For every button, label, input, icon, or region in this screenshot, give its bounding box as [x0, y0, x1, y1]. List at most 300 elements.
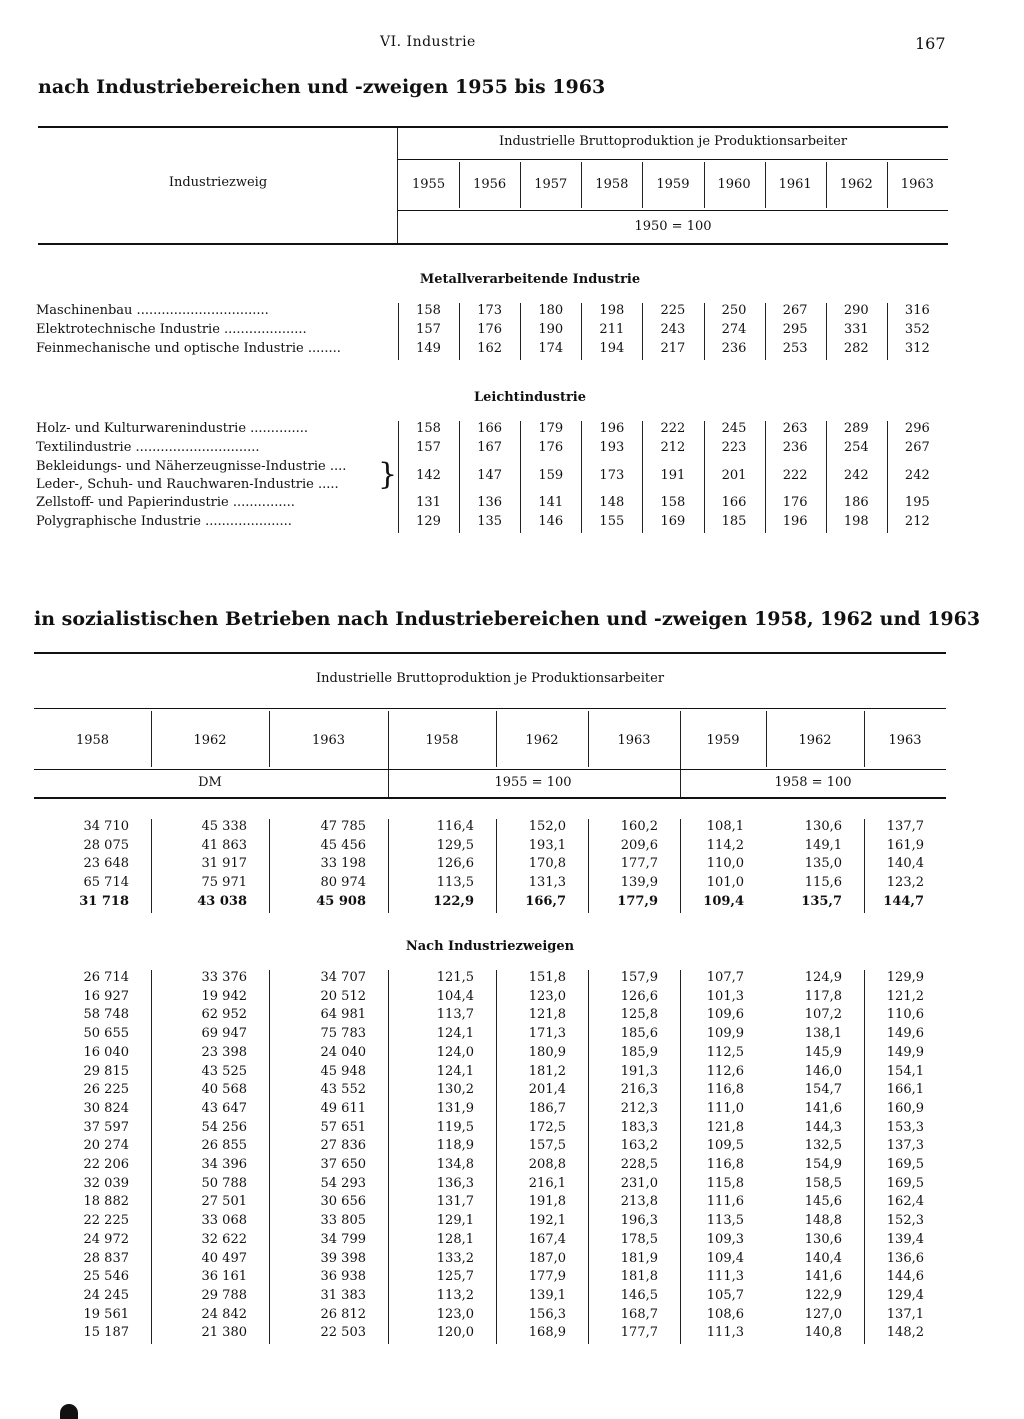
table2-cell: 123,0: [436, 1306, 474, 1322]
table1-col-divider: [459, 303, 460, 322]
table1-subrule: [398, 159, 948, 160]
table2-cell: 152,3: [886, 1213, 924, 1229]
table1-cell: 201: [721, 468, 747, 483]
table1-cell: 176: [782, 495, 808, 510]
table2-cell: 62 952: [201, 1007, 247, 1023]
table2-cell: 107,7: [706, 970, 744, 985]
table1-row-label: Elektrotechnische Industrie ....................: [36, 322, 307, 337]
table1-year-header: 1961: [778, 177, 812, 192]
table1-cell: 352: [904, 322, 930, 337]
table1-col-divider: [765, 459, 766, 495]
table2-cell: 154,9: [804, 1157, 842, 1172]
table1-col-divider: [520, 440, 521, 459]
table1-col-divider: [459, 421, 460, 440]
table2-cell: 109,6: [706, 1007, 744, 1023]
table1-col-divider: [887, 440, 888, 459]
table2-cell: 213,8: [620, 1194, 658, 1210]
table2-cell: 80 974: [320, 875, 366, 891]
table2-cell: 105,7: [706, 1287, 744, 1303]
corner-blot: [60, 1404, 78, 1419]
table1-cell: 158: [416, 303, 441, 318]
table2-cell: 145,6: [804, 1194, 842, 1210]
table2-cell: 22 503: [320, 1325, 366, 1341]
table1-col-divider: [581, 459, 582, 495]
table2-cell: 177,7: [620, 1325, 658, 1341]
table1-col-divider: [704, 421, 705, 440]
table2-cell: 121,5: [436, 970, 474, 985]
table1-year-header: 1957: [534, 177, 568, 192]
table1-col-divider: [826, 322, 827, 341]
table1-cell: 173: [599, 468, 625, 483]
table1-col-divider: [642, 495, 643, 514]
table1-top-rule: [38, 126, 948, 128]
table2-cell: 37 597: [83, 1119, 129, 1135]
table2-cell: 138,1: [804, 1026, 842, 1042]
table2-cell: 131,9: [436, 1100, 474, 1116]
table2-cell: 119,5: [436, 1119, 474, 1135]
table2-cell: 110,6: [886, 1007, 924, 1023]
table2-cell: 228,5: [620, 1157, 658, 1172]
table2-cell: 21 380: [201, 1325, 247, 1341]
table2-year-header: 1959: [706, 733, 740, 748]
table2-cell: 121,2: [886, 988, 924, 1004]
table1-cell: 282: [843, 341, 869, 356]
table1-col-divider: [704, 514, 705, 533]
table2-cell: 45 948: [320, 1063, 366, 1079]
table2-cell: 41 863: [201, 837, 247, 853]
table1-col-divider: [642, 514, 643, 533]
table2-year-header: 1958: [425, 733, 459, 748]
table2-header-rule: [34, 797, 946, 799]
table2-cell: 160,9: [886, 1100, 924, 1116]
table2-cell: 124,0: [436, 1044, 474, 1060]
table2-cell: 171,3: [528, 1026, 566, 1042]
table2-cell: 111,6: [706, 1194, 744, 1210]
table1-col-divider: [765, 514, 766, 533]
table1-cell: 148: [599, 495, 625, 510]
table2-cell: 75 783: [320, 1026, 366, 1042]
table2-cell: 20 512: [320, 988, 366, 1004]
table2-cell: 187,0: [528, 1250, 566, 1266]
table2-cell: 69 947: [201, 1026, 247, 1042]
table2-group-header: Industrielle Bruttoproduktion je Produktionsarbeiter: [315, 671, 665, 686]
table1-cell: 316: [904, 303, 930, 318]
table1-col-divider: [581, 303, 582, 322]
table1-year-header: 1959: [656, 177, 690, 192]
table1-cell: 196: [599, 421, 625, 436]
table2-cell: 129,1: [436, 1213, 474, 1229]
table1-col-divider: [398, 341, 399, 360]
table1-cell: 135: [477, 514, 503, 529]
table1-col-divider: [520, 322, 521, 341]
table1-col-divider: [581, 440, 582, 459]
table1-cell: 131: [416, 495, 441, 510]
table2-cell: 149,6: [886, 1026, 924, 1042]
table1-cell: 142: [416, 468, 441, 483]
table1-col-divider: [704, 459, 705, 495]
table1-col-divider: [704, 303, 705, 322]
table2-cell: 32 039: [83, 1175, 129, 1191]
table1-col-divider: [887, 322, 888, 341]
table2-cell: 192,1: [528, 1213, 566, 1229]
table2-col-divider: [496, 819, 497, 913]
table1-col-divider: [581, 421, 582, 440]
table2-cell: 43 525: [201, 1063, 247, 1079]
table2-cell: 127,0: [804, 1306, 842, 1322]
table2-cell: 22 206: [83, 1157, 129, 1172]
table1-cell: 222: [782, 468, 808, 483]
table1-col-divider: [642, 322, 643, 341]
table2-cell: 141,6: [804, 1100, 842, 1116]
table1-section-title: Leichtindustrie: [473, 390, 587, 405]
table1-cell: 331: [843, 322, 869, 337]
table2-cell: 123,2: [886, 875, 924, 891]
table1-col-divider: [765, 303, 766, 322]
table1-col-divider: [520, 421, 521, 440]
table2-cell: 139,4: [886, 1231, 924, 1247]
table2-cell: 104,4: [436, 988, 474, 1004]
table2-col-divider: [680, 819, 681, 913]
table2-cell: 34 396: [201, 1157, 247, 1172]
table1-subrule-2: [398, 210, 948, 211]
table1-cell: 136: [477, 495, 503, 510]
table1-cell: 141: [538, 495, 564, 510]
table1-col-divider: [826, 495, 827, 514]
table2-cell: 130,6: [804, 1231, 842, 1247]
table2-cell: 135,7: [801, 893, 842, 909]
table1-col-divider: [704, 341, 705, 360]
table1-col-divider: [765, 341, 766, 360]
table2-cell: 26 714: [83, 970, 129, 985]
table1-cell: 289: [843, 421, 869, 436]
table1-cell: 274: [721, 322, 747, 337]
table2-cell: 111,0: [706, 1100, 744, 1116]
table2-cell: 20 274: [83, 1138, 129, 1154]
table2-cell: 57 651: [320, 1119, 366, 1135]
table2-col-divider: [588, 970, 589, 1344]
table1-col-divider: [642, 303, 643, 322]
table2-cell: 181,2: [528, 1063, 566, 1079]
table2-cell: 27 501: [201, 1194, 247, 1210]
table2-cell: 130,6: [804, 819, 842, 834]
table1-col-divider: [398, 440, 399, 459]
table1-cell: 243: [660, 322, 686, 337]
table1-cell: 159: [538, 468, 564, 483]
table2-cell: 144,6: [886, 1269, 924, 1285]
table2-cell: 122,9: [804, 1287, 842, 1303]
table1-cell: 267: [782, 303, 808, 318]
table1-col-divider: [704, 162, 705, 208]
table1-cell: 212: [660, 440, 686, 455]
table2-cell: 131,7: [436, 1194, 474, 1210]
table2-cell: 124,1: [436, 1063, 474, 1079]
table2-cell: 163,2: [620, 1138, 658, 1154]
table1-col-divider: [826, 459, 827, 495]
table2-col-divider: [588, 711, 589, 767]
table2-cell: 154,1: [886, 1063, 924, 1079]
table2-cell: 54 293: [320, 1175, 366, 1191]
table2-cell: 153,3: [886, 1119, 924, 1135]
table2-col-divider: [388, 819, 389, 913]
table2-cell: 172,5: [528, 1119, 566, 1135]
table1-year-header: 1963: [900, 177, 934, 192]
table2-cell: 157,5: [528, 1138, 566, 1154]
table2-cell: 144,7: [883, 893, 924, 909]
table2-cell: 136,6: [886, 1250, 924, 1266]
table2-cell: 45 456: [320, 837, 366, 853]
table2-cell: 154,7: [804, 1082, 842, 1098]
table1-col-divider: [459, 322, 460, 341]
table2-cell: 54 256: [201, 1119, 247, 1135]
table2-cell: 33 068: [201, 1213, 247, 1229]
table2-cell: 169,5: [886, 1157, 924, 1172]
table2-cell: 160,2: [620, 819, 658, 834]
table1-col-divider: [642, 421, 643, 440]
table2-cell: 118,9: [436, 1138, 474, 1154]
table1-cell: 250: [721, 303, 747, 318]
table2-cell: 162,4: [886, 1194, 924, 1210]
table2-cell: 109,4: [703, 893, 744, 909]
table2-cell: 129,5: [436, 837, 474, 853]
table2-cell: 137,1: [886, 1306, 924, 1322]
table2-cell: 24 245: [83, 1287, 129, 1303]
table1-col-divider: [398, 421, 399, 440]
table1-cell: 253: [782, 341, 808, 356]
table2-base-1958: 1958 = 100: [774, 775, 852, 790]
table2-cell: 18 882: [83, 1194, 129, 1210]
table2-cell: 16 927: [83, 988, 129, 1004]
table1-row-label: Leder-, Schuh- und Rauchwaren-Industrie .....: [36, 477, 339, 492]
table2-base-1955: 1955 = 100: [494, 775, 572, 790]
table2-cell: 75 971: [201, 875, 247, 891]
table1-col-divider: [581, 341, 582, 360]
table2-cell: 149,1: [804, 837, 842, 853]
table1-cell: 195: [904, 495, 930, 510]
table2-cell: 33 805: [320, 1213, 366, 1229]
table2-cell: 133,2: [436, 1250, 474, 1266]
table1-col-divider: [642, 341, 643, 360]
table1-col-divider: [581, 322, 582, 341]
table2-cell: 117,8: [804, 988, 842, 1004]
table2-cell: 180,9: [528, 1044, 566, 1060]
table2-col-divider: [680, 970, 681, 1344]
table2-cell: 36 161: [201, 1269, 247, 1285]
table2-cell: 107,2: [804, 1007, 842, 1023]
table1-col-divider: [765, 162, 766, 208]
table2-cell: 27 836: [320, 1138, 366, 1154]
table2-cell: 39 398: [320, 1250, 366, 1266]
table1-cell: 146: [538, 514, 564, 529]
table1-row-label: Textilindustrie ..............................: [36, 440, 260, 455]
table2-cell: 121,8: [706, 1119, 744, 1135]
table2-cell: 109,9: [706, 1026, 744, 1042]
table2-cell: 29 815: [83, 1063, 129, 1079]
table1-cell: 179: [538, 421, 564, 436]
table2-cell: 23 648: [83, 856, 129, 872]
table1-cell: 147: [477, 468, 503, 483]
table1-row-label: Holz- und Kulturwarenindustrie ..............: [36, 421, 308, 436]
table1-cell: 176: [538, 440, 564, 455]
table2-cell: 157,9: [620, 970, 658, 985]
table2-cell: 201,4: [528, 1082, 566, 1098]
table1-col-divider: [459, 459, 460, 495]
table1-row-label: Zellstoff- und Papierindustrie ...............: [36, 495, 295, 510]
table1-cell: 157: [416, 440, 441, 455]
table2-col-divider: [151, 711, 152, 767]
table1-col-divider: [642, 440, 643, 459]
table1-col-divider: [398, 459, 399, 495]
table2-cell: 124,9: [804, 970, 842, 985]
table2-cell: 140,4: [804, 1250, 842, 1266]
table2-cell: 168,7: [620, 1306, 658, 1322]
table1-col-divider: [826, 341, 827, 360]
table1-col-divider: [459, 514, 460, 533]
table1-cell: 174: [538, 341, 564, 356]
table1-col-divider: [887, 421, 888, 440]
table1-cell: 198: [599, 303, 625, 318]
table2-cell: 30 656: [320, 1194, 366, 1210]
table2-col-divider: [388, 970, 389, 1344]
table1-col-divider: [398, 322, 399, 341]
table2-title: in sozialistischen Betrieben nach Industriebereichen und -zweigen 1958, 1962 und 1963: [34, 608, 981, 630]
table2-cell: 31 383: [320, 1287, 366, 1303]
table1-cell: 194: [599, 341, 625, 356]
table1-col-divider: [887, 162, 888, 208]
table1-cell: 166: [721, 495, 747, 510]
table1-cell: 185: [721, 514, 747, 529]
table2-cell: 40 497: [201, 1250, 247, 1266]
table1-col-divider: [704, 495, 705, 514]
table2-cell: 50 788: [201, 1175, 247, 1191]
table2-cell: 108,6: [706, 1306, 744, 1322]
table1-cell: 296: [904, 421, 930, 436]
table2-cell: 131,3: [528, 875, 566, 891]
table2-cell: 33 376: [201, 970, 247, 985]
table1-col-divider: [887, 341, 888, 360]
table2-cell: 37 650: [320, 1157, 366, 1172]
table2-cell: 140,4: [886, 856, 924, 872]
table2-cell: 185,6: [620, 1026, 658, 1042]
table2-cell: 135,0: [804, 856, 842, 872]
table2-cell: 166,7: [525, 893, 566, 909]
table1-year-header: 1956: [473, 177, 507, 192]
table1-cell: 242: [904, 468, 930, 483]
table1-cell: 129: [416, 514, 441, 529]
table1-col-divider: [887, 495, 888, 514]
table2-cell: 191,3: [620, 1063, 658, 1079]
table2-col-divider: [269, 819, 270, 913]
table2-cell: 43 647: [201, 1100, 247, 1116]
table2-cell: 124,1: [436, 1026, 474, 1042]
table2-cell: 24 842: [201, 1306, 247, 1322]
table1-cell: 166: [477, 421, 503, 436]
table2-cell: 177,9: [617, 893, 658, 909]
table2-cell: 31 917: [201, 856, 247, 872]
table2-cell: 116,8: [706, 1082, 744, 1098]
table2-cell: 33 198: [320, 856, 366, 872]
table1-title: nach Industriebereichen und -zweigen 1955 bis 1963: [38, 76, 606, 98]
table1-col-divider: [826, 514, 827, 533]
table2-cell: 24 040: [320, 1044, 366, 1060]
table1-col-divider: [459, 341, 460, 360]
table1-cell: 295: [782, 322, 808, 337]
table2-cell: 111,3: [706, 1269, 744, 1285]
table2-cell: 139,1: [528, 1287, 566, 1303]
table2-cell: 161,9: [886, 837, 924, 853]
table1-cell: 149: [416, 341, 441, 356]
table2-cell: 101,3: [706, 988, 744, 1004]
table1-col-divider: [459, 495, 460, 514]
table2-cell: 136,3: [436, 1175, 474, 1191]
table2-cell: 26 855: [201, 1138, 247, 1154]
table1-cell: 217: [660, 341, 686, 356]
table2-cell: 114,2: [706, 837, 744, 853]
table1-cell: 236: [782, 440, 808, 455]
table1-col-divider: [887, 303, 888, 322]
table2-cell: 177,9: [528, 1269, 566, 1285]
table2-cell: 58 748: [83, 1007, 129, 1023]
table2-cell: 111,3: [706, 1325, 744, 1341]
table2-cell: 28 075: [83, 837, 129, 853]
table1-cell: 254: [843, 440, 869, 455]
table2-year-header: 1962: [193, 733, 227, 748]
table1-col-divider: [581, 162, 582, 208]
table1-section-title: Metallverarbeitende Industrie: [419, 272, 641, 287]
table2-cell: 125,7: [436, 1269, 474, 1285]
table2-cell: 126,6: [620, 988, 658, 1004]
table2-cell: 178,5: [620, 1231, 658, 1247]
table2-cell: 125,8: [620, 1007, 658, 1023]
table1-cell: 176: [477, 322, 503, 337]
table2-cell: 26 812: [320, 1306, 366, 1322]
table1-cell: 162: [477, 341, 503, 356]
table1-col-divider: [765, 440, 766, 459]
page-number: 167: [915, 34, 946, 53]
table2-cell: 115,6: [804, 875, 842, 891]
table1-col-divider: [887, 514, 888, 533]
table2-col-divider: [496, 711, 497, 767]
table2-cell: 191,8: [528, 1194, 566, 1210]
table2-cell: 64 981: [320, 1007, 366, 1023]
table2-cell: 29 788: [201, 1287, 247, 1303]
table1-cell: 169: [660, 514, 686, 529]
table2-top-rule: [34, 652, 946, 654]
table2-cell: 231,0: [620, 1175, 658, 1191]
table2-cell: 34 710: [83, 819, 129, 834]
table2-cell: 141,6: [804, 1269, 842, 1285]
table1-col-divider: [826, 303, 827, 322]
table2-cell: 183,3: [620, 1119, 658, 1135]
table1-row-label: Bekleidungs- und Näherzeugnisse-Industrie ....: [36, 459, 347, 474]
table2-cell: 26 225: [83, 1082, 129, 1098]
table2-cell: 208,8: [528, 1157, 566, 1172]
table2-cell: 145,9: [804, 1044, 842, 1060]
table2-col-divider: [766, 711, 767, 767]
table2-cell: 148,8: [804, 1213, 842, 1229]
table1-cell: 242: [843, 468, 869, 483]
table2-cell: 28 837: [83, 1250, 129, 1266]
table1-year-header: 1955: [412, 177, 446, 192]
table1-col-divider: [765, 421, 766, 440]
table2-cell: 113,5: [706, 1213, 744, 1229]
table2-cell: 40 568: [201, 1082, 247, 1098]
table1-col-divider: [887, 459, 888, 495]
table2-cell: 16 040: [83, 1044, 129, 1060]
table2-cell: 49 611: [320, 1100, 366, 1116]
table1-cell: 158: [416, 421, 441, 436]
table2-subrule-2: [34, 769, 946, 770]
table2-cell: 113,7: [436, 1007, 474, 1023]
